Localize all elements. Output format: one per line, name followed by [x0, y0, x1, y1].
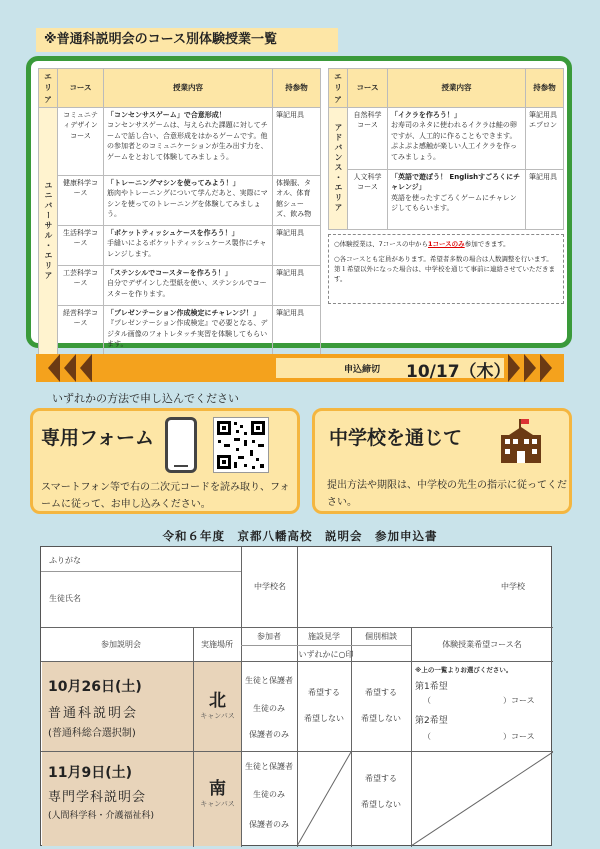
course-items: 筆記用具	[526, 169, 564, 229]
course-description: 英語を使ったすごろくゲームにチャレンジしてもらいます。	[391, 193, 517, 213]
course-items: 筆記用具 エプロン	[526, 107, 564, 169]
universal-course-table	[38, 68, 321, 356]
course-title: 「プレゼンテーション作成検定にチャレンジ！」	[107, 308, 260, 317]
section-title: ※普通科説明会のコース別体験授業一覧	[36, 28, 338, 52]
col-campus: 実施場所	[201, 640, 233, 649]
header-content: 授業内容	[104, 69, 273, 108]
course-title: 「コンセンサスゲーム」で合意形成！	[107, 110, 226, 119]
school-building-icon	[497, 419, 545, 463]
consult-no[interactable]: 希望しない	[361, 800, 401, 809]
course-content	[388, 107, 526, 169]
course-description: 自分でデザインした型紙を使い、ステンシルでコースターを作ります。	[107, 279, 267, 298]
course-content	[104, 107, 273, 175]
participant-option[interactable]: 生徒のみ	[253, 704, 285, 713]
student-name-label: 生徒氏名	[49, 594, 81, 603]
participant-option[interactable]: 生徒と保護者	[245, 762, 293, 771]
course-title: 「ポケットティッシュケースを作ろう！」	[107, 228, 239, 237]
campus-1-sub: キャンパス	[200, 712, 235, 720]
header-course: コース	[348, 69, 388, 108]
course-items: 体操服、タオル、体育館シューズ、飲み物	[273, 175, 321, 225]
col-consult: 個別相談	[365, 632, 397, 641]
school-method-title: 中学校を通じて	[329, 427, 463, 449]
course-name: コミュニティデザインコース	[58, 107, 104, 175]
course-description: 『プレゼンテーション作成検定』で必要となる、デジタル画像のフォトレタッチ実習を体験してもらいます。	[107, 319, 268, 349]
participant-option[interactable]: 生徒と保護者	[245, 676, 293, 685]
col-trial: 体験授業希望コース名	[442, 640, 522, 649]
col-session: 参加説明会	[101, 640, 141, 649]
chevron-right-icon	[524, 354, 536, 382]
deadline-date: 10/17（木）	[406, 362, 511, 382]
consult-yes[interactable]: 希望する	[365, 774, 397, 783]
course-description: 手縫いによるポケットティッシュケース製作にチャレンジします。	[107, 239, 267, 258]
school-method-text: 提出方法や期限は、中学校の先生の指示に従ってください。	[327, 480, 567, 508]
participant-option[interactable]: 保護者のみ	[249, 820, 289, 829]
deadline-bar	[36, 354, 564, 382]
chevron-right-icon	[508, 354, 520, 382]
session-2-name: 専門学科説明会	[48, 790, 147, 805]
form-method-title: 専用フォーム	[41, 427, 155, 449]
note-highlight: 1コースのみ	[427, 240, 465, 248]
course-content	[388, 169, 526, 229]
form-method-text: スマートフォン等で右の二次元コードを読み取り、フォームに従って、お申し込みください。	[41, 482, 290, 510]
consult-yes[interactable]: 希望する	[365, 688, 397, 697]
header-content: 授業内容	[388, 69, 526, 108]
course-title: 「英語で遊ぼう！ Englishすごろくにチャレンジ」	[391, 172, 521, 192]
session-2-sub: (人間科学科・介護福祉科)	[48, 811, 155, 821]
course-name: 経営科学コース	[58, 305, 104, 355]
col-tour: 施設見学	[308, 632, 340, 641]
course-description: お寿司のネタに使われるイクラは鮭の卵ですが、人工的に作ることもできます。ぷよぷよ感触が楽しい人工イクラを作ってみましょう。	[391, 121, 517, 161]
header-items: 持参物	[526, 69, 564, 108]
course-name: 人文科学コース	[348, 169, 388, 229]
course-name: 健康科学コース	[58, 175, 104, 225]
tour-na-slash	[297, 752, 351, 846]
course-items: 筆記用具	[273, 225, 321, 265]
advanced-course-table	[328, 68, 564, 230]
course-panel	[26, 56, 572, 348]
session-1-sub: (普通科総合選択制)	[48, 728, 136, 739]
universal-area-label: ユニバーサル・エリア	[39, 107, 58, 355]
smartphone-icon	[165, 417, 197, 473]
form-method-box	[30, 408, 300, 514]
course-title: 「トレーニングマシンを使ってみよう！」	[107, 178, 240, 187]
session-2-cell	[42, 752, 193, 846]
course-content	[104, 225, 273, 265]
note-capacity: ○各コースとも定員があります。希望者多数の場合は人数調整を行います。第１希望以外になった場合は、中学校を通じて事前に連絡させていただきます。	[334, 255, 555, 284]
choice2-label: 第2希望	[415, 716, 448, 726]
choice1-field[interactable]: （ ）コース	[423, 696, 535, 705]
apply-intro: いずれかの方法で申し込んでください	[52, 392, 239, 405]
header-area: エリア	[39, 69, 58, 108]
tour-yes[interactable]: 希望する	[308, 688, 340, 697]
session-1-date: 10月26日(土)	[48, 679, 142, 695]
chevron-left-icon	[48, 354, 60, 382]
course-name: 工芸科学コース	[58, 265, 104, 305]
notes-box	[328, 234, 564, 304]
application-title: 令和６年度 京都八幡高校 説明会 参加申込書	[162, 529, 438, 543]
col-participants: 参加者	[257, 632, 281, 641]
circle-note: いずれかに○印	[298, 650, 354, 659]
application-form	[40, 546, 552, 846]
course-items: 筆記用具	[273, 305, 321, 355]
chevron-left-icon	[80, 354, 92, 382]
session-1-name: 普通科説明会	[48, 706, 139, 721]
chevron-right-icon	[540, 354, 552, 382]
student-name-field[interactable]	[42, 572, 240, 626]
course-content	[104, 265, 273, 305]
advanced-area-label: アドバンス・エリア	[329, 107, 348, 229]
deadline-label: 申込締切	[344, 365, 381, 375]
trial-note: ※上の一覧よりお選びください。	[415, 666, 513, 674]
school-name-suffix: 中学校	[501, 582, 525, 591]
course-name: 自然科学コース	[348, 107, 388, 169]
campus-2-sub: キャンパス	[200, 800, 235, 808]
note-limit: ○体験授業は、7コースの中から1コースのみ参加できます。	[334, 240, 510, 248]
session-2-date: 11月9日(土)	[48, 765, 133, 781]
school-method-box	[312, 408, 572, 514]
participant-option[interactable]: 保護者のみ	[249, 730, 289, 739]
course-name: 生活科学コース	[58, 225, 104, 265]
header-items: 持参物	[273, 69, 321, 108]
course-description: コンセンサスゲームは、与えられた課題に対してチームで話し合い、合意形成をはかるゲームです。他の参加者とのコミュニケーションが生み出す力を、ゲームをとおして体験してみましょう。	[107, 121, 268, 161]
course-items: 筆記用具	[273, 265, 321, 305]
course-title: 「イクラを作ろう！」	[391, 110, 461, 119]
consult-no[interactable]: 希望しない	[361, 714, 401, 723]
course-content	[104, 305, 273, 355]
course-content	[104, 175, 273, 225]
choice2-field[interactable]: （ ）コース	[423, 732, 535, 741]
trial-na-slash	[411, 752, 553, 846]
choice1-label: 第1希望	[415, 682, 448, 692]
header-course: コース	[58, 69, 104, 108]
participant-option[interactable]: 生徒のみ	[253, 790, 285, 799]
school-name-label: 中学校名	[254, 582, 286, 591]
campus-1: 北	[209, 691, 226, 711]
tour-no[interactable]: 希望しない	[304, 714, 344, 723]
session-1-cell	[42, 662, 193, 751]
school-name-field[interactable]	[299, 548, 499, 626]
furigana-label: ふりがな	[49, 556, 81, 565]
chevron-left-icon	[64, 354, 76, 382]
header-area: エリア	[329, 69, 348, 108]
course-items: 筆記用具	[273, 107, 321, 175]
campus-2-cell	[194, 752, 241, 846]
campus-2: 南	[209, 779, 226, 799]
campus-1-cell	[194, 662, 241, 751]
course-description: 筋肉やトレーニングについて学んだあと、実際にマシンを使ってのトレーニングを体験してみましょう。	[107, 189, 268, 219]
qr-code[interactable]	[213, 417, 269, 473]
course-title: 「ステンシルでコースターを作ろう！」	[107, 268, 232, 277]
